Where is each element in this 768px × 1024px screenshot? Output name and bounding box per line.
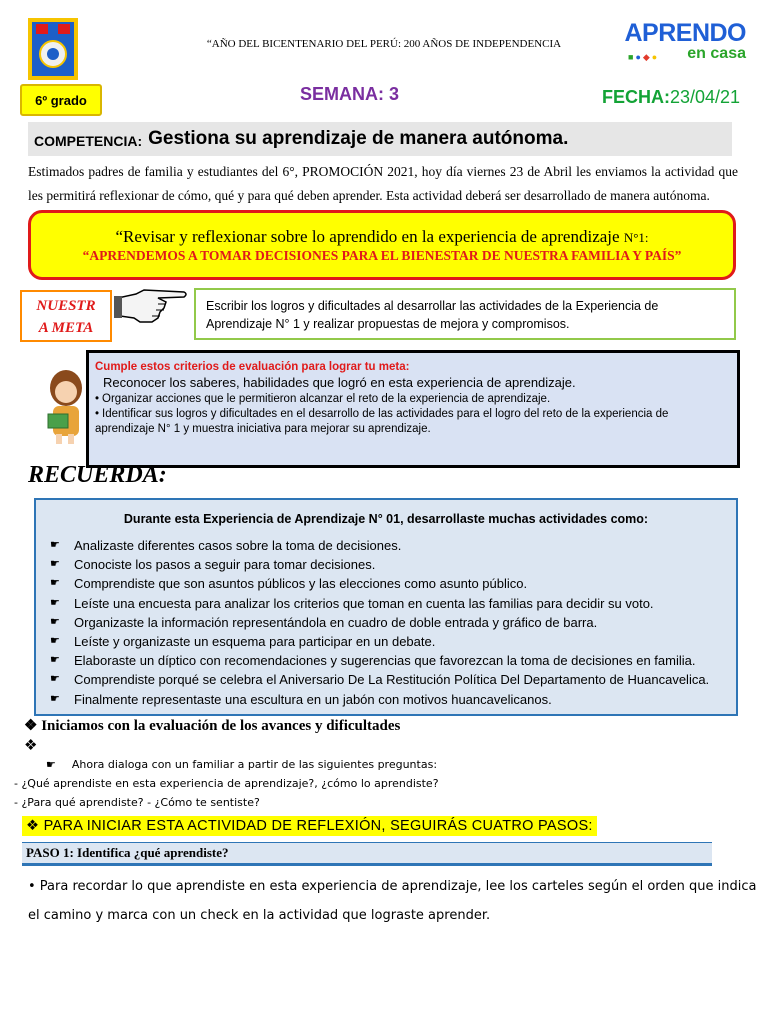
- goal-tag: [20, 290, 112, 342]
- girl-reading-icon: [44, 368, 86, 446]
- week-label: SEMANA: 3: [300, 84, 400, 104]
- pointing-hand-icon: ☛: [50, 539, 60, 551]
- list-item-text: Organizaste la información representándola en cuadro de doble entrada y gráfico de barra.: [74, 614, 598, 630]
- goal-tag-line-1: NUESTR: [36, 298, 96, 314]
- list-item-text: Comprendiste porqué se celebra el Aniversario De La Restitución Política Del Departamento de Huancavelica.: [74, 672, 710, 688]
- diamond-bullet-icon: ❖: [26, 818, 44, 834]
- question-1: - ¿Qué aprendiste en esta experiencia de aprendizaje?, ¿cómo lo aprendiste?: [14, 777, 439, 790]
- date-value: 23/04/21: [670, 87, 741, 107]
- pointing-hand-icon: ☛: [50, 596, 60, 609]
- date-label: FECHA:: [602, 87, 670, 107]
- reflection-line-2: “APRENDEMOS A TOMAR DECISIONES PARA EL BIENESTAR DE NUESTRA FAMILIA Y PAÍS”: [82, 248, 682, 263]
- competence-label: COMPETENCIA:: [34, 132, 143, 149]
- list-item: [50, 632, 736, 651]
- recall-box: [34, 498, 738, 716]
- aprendo-en-casa-logo: [624, 20, 746, 62]
- brand-dots-icon: ■●◆●: [628, 52, 660, 62]
- list-item-text: Conociste los pasos a seguir para tomar decisiones.: [74, 557, 376, 573]
- competence-value: Gestiona su aprendizaje de manera autónoma.: [148, 128, 569, 149]
- recall-heading: Durante esta Experiencia de Aprendizaje N° 01, desarrollaste muchas actividades como:: [123, 512, 649, 526]
- diamond-bullet-icon: ❖: [24, 718, 42, 734]
- criteria-heading: Cumple estos criterios de evaluación para lograr tu meta:: [95, 361, 410, 373]
- criteria-item: • Organizar acciones que le permitieron alcanzar el reto de la experiencia de aprendizaje.: [95, 392, 729, 407]
- brand-top: APRENDO: [624, 19, 746, 47]
- paso1-heading: PASO 1: Identifica ¿qué aprendiste?: [22, 842, 712, 866]
- pointing-hand-icon: ☛: [50, 692, 60, 705]
- list-item: [50, 613, 736, 632]
- intro-paragraph: Estimados padres de familia y estudiantes del 6°, PROMOCIÓN 2021, hoy día viernes 23 de Abril les enviamos la actividad que les permitirá reflexionar de cómo, qué y para qué deben aprender. Esta actividad deberá ser desarrollado de manera autónoma.: [28, 164, 738, 203]
- pointing-hand-icon: ☛: [50, 654, 60, 667]
- pointing-hand-icon: ☛: [50, 558, 60, 571]
- pointing-hand-icon: ☛: [50, 577, 60, 590]
- remember-title: RECUERDA:: [28, 462, 167, 488]
- date: [602, 87, 740, 108]
- paso1-line-1: • Para recordar lo que aprendiste en esta experiencia de aprendizaje, lee los carteles según el orden que indica: [28, 879, 757, 894]
- list-item-text: Comprendiste que son asuntos públicos y las elecciones como asunto público.: [74, 576, 528, 592]
- grade-badge: 6º grado: [20, 84, 102, 116]
- list-item-text: Analizaste diferentes casos sobre la toma de decisiones.: [74, 538, 402, 553]
- dialog-intro: [14, 755, 754, 774]
- pointing-hand-icon: ☛: [50, 673, 60, 686]
- pointing-hand-icon: ☛: [50, 635, 60, 648]
- brand-bottom: en casa: [687, 45, 746, 62]
- diamond-bullet-icon: ❖: [24, 737, 38, 754]
- list-item: [50, 670, 736, 689]
- list-item-text: Elaboraste un díptico con recomendaciones y sugerencias que favorezcan la toma de decisiones en familia.: [74, 653, 696, 669]
- dialog-intro-text: Ahora dialoga con un familiar a partir de las siguientes preguntas:: [71, 758, 438, 771]
- recall-list: [36, 536, 736, 709]
- steps-banner-text: PARA INICIAR ESTA ACTIVIDAD DE REFLEXIÓN, SEGUIRÁS CUATRO PASOS:: [43, 818, 593, 834]
- pointing-hand-icon: [114, 284, 190, 328]
- criteria-first: Reconocer los saberes, habilidades que logró en esta experiencia de aprendizaje.: [103, 375, 576, 390]
- paso1-line-2: el camino y marca con un check en la actividad que lograste aprender.: [28, 908, 491, 923]
- goal-tag-line-2: A META: [38, 320, 94, 336]
- year-title: “AÑO DEL BICENTENARIO DEL PERÚ: 200 AÑOS DE INDEPENDENCIA: [206, 38, 562, 50]
- list-item: [50, 651, 736, 670]
- criteria-list: [95, 392, 729, 437]
- list-item: [50, 574, 736, 593]
- question-2: - ¿Para qué aprendiste? - ¿Cómo te sentiste?: [14, 796, 260, 809]
- evaluation-title: [24, 716, 400, 735]
- dialog-section: [14, 755, 754, 812]
- pointing-hand-icon: ☛: [50, 615, 60, 628]
- competence-bar: [28, 122, 732, 156]
- reflection-number: N°1:: [623, 230, 649, 245]
- evaluation-title-text: Iniciamos con la evaluación de los avances y dificultades: [41, 718, 401, 734]
- list-item: [50, 594, 736, 613]
- criteria-box: [86, 350, 740, 468]
- list-item-text: Leíste una encuesta para analizar los criterios que toman en cuenta las familias para decidir su voto.: [74, 595, 654, 611]
- pointing-hand-icon: ☛: [46, 758, 56, 771]
- list-item: [50, 555, 736, 574]
- steps-banner: [22, 816, 597, 836]
- paso1-instructions: [28, 872, 758, 930]
- list-item: [50, 536, 736, 555]
- reflection-line-1: [31, 227, 733, 247]
- list-item-text: Finalmente representaste una escultura en un jabón con motivos huancavelicanos.: [74, 691, 552, 707]
- goal-text: Escribir los logros y dificultades al desarrollar las actividades de la Experiencia de Aprendizaje N° 1 y realizar propuestas de mejora y compromisos.: [194, 288, 736, 340]
- list-item: [50, 690, 736, 709]
- criteria-item: • Identificar sus logros y dificultades en el desarrollo de las actividades para el logro del reto de la experiencia de aprendizaje N° 1 y muestra iniciativa para mejorar su aprendizaje.: [95, 407, 729, 437]
- list-item-text: Leíste y organizaste un esquema para participar en un debate.: [74, 634, 436, 650]
- reflection-line-1-text: “Revisar y reflexionar sobre lo aprendido en la experiencia de aprendizaje: [115, 227, 620, 246]
- reflection-title-box: [28, 210, 736, 280]
